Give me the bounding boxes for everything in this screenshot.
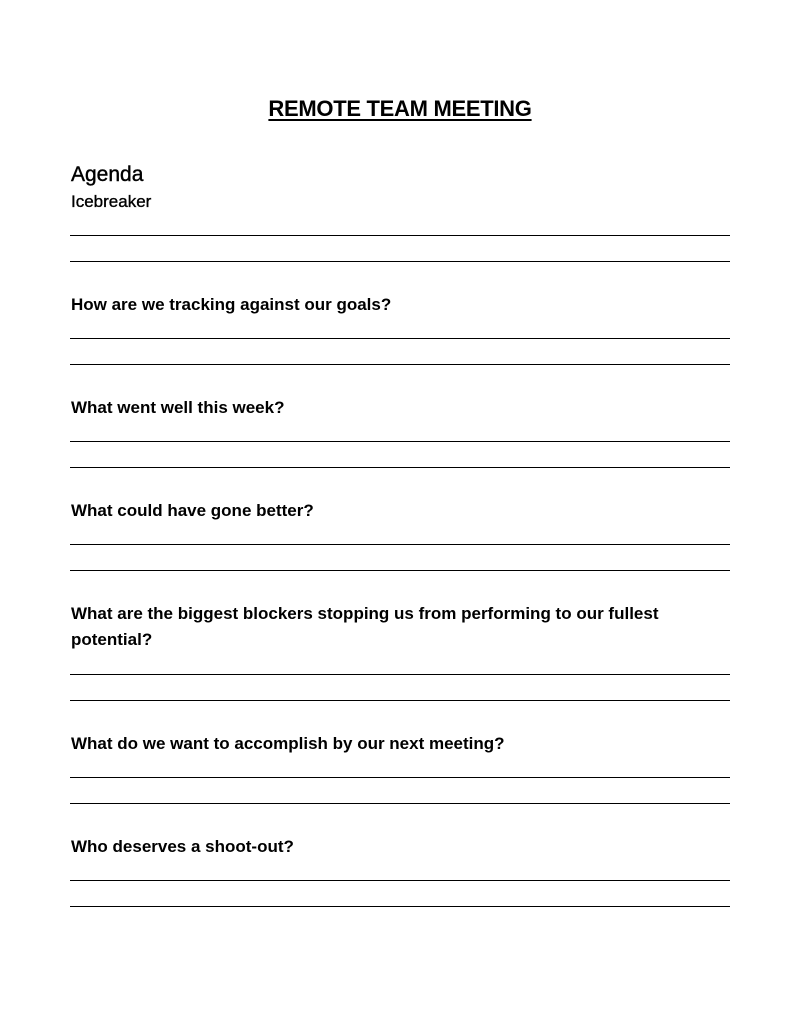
answer-line — [70, 700, 730, 701]
answer-line — [70, 803, 730, 804]
answer-line — [70, 467, 730, 468]
agenda-item-accomplish: What do we want to accomplish by our next meeting? — [71, 734, 505, 753]
agenda-item-went-well: What went well this week? — [71, 398, 285, 417]
agenda-item-goals: How are we tracking against our goals? — [71, 295, 392, 314]
answer-line — [70, 906, 730, 907]
answer-line — [70, 364, 730, 365]
answer-line — [70, 338, 730, 339]
answer-line — [70, 544, 730, 545]
agenda-item-blockers: What are the biggest blockers stopping us from performing to our fullest potential? — [71, 604, 659, 649]
answer-line — [70, 235, 730, 236]
answer-line — [70, 880, 730, 881]
answer-line — [70, 261, 730, 262]
document-title: REMOTE TEAM MEETING — [268, 96, 532, 121]
agenda-item-gone-better: What could have gone better? — [71, 501, 314, 520]
answer-line — [70, 570, 730, 571]
answer-line — [70, 777, 730, 778]
answer-line — [70, 441, 730, 442]
agenda-item-icebreaker: Icebreaker — [71, 192, 152, 211]
answer-line — [70, 674, 730, 675]
agenda-heading: Agenda — [71, 163, 144, 186]
agenda-item-shoutout: Who deserves a shoot-out? — [71, 837, 294, 856]
